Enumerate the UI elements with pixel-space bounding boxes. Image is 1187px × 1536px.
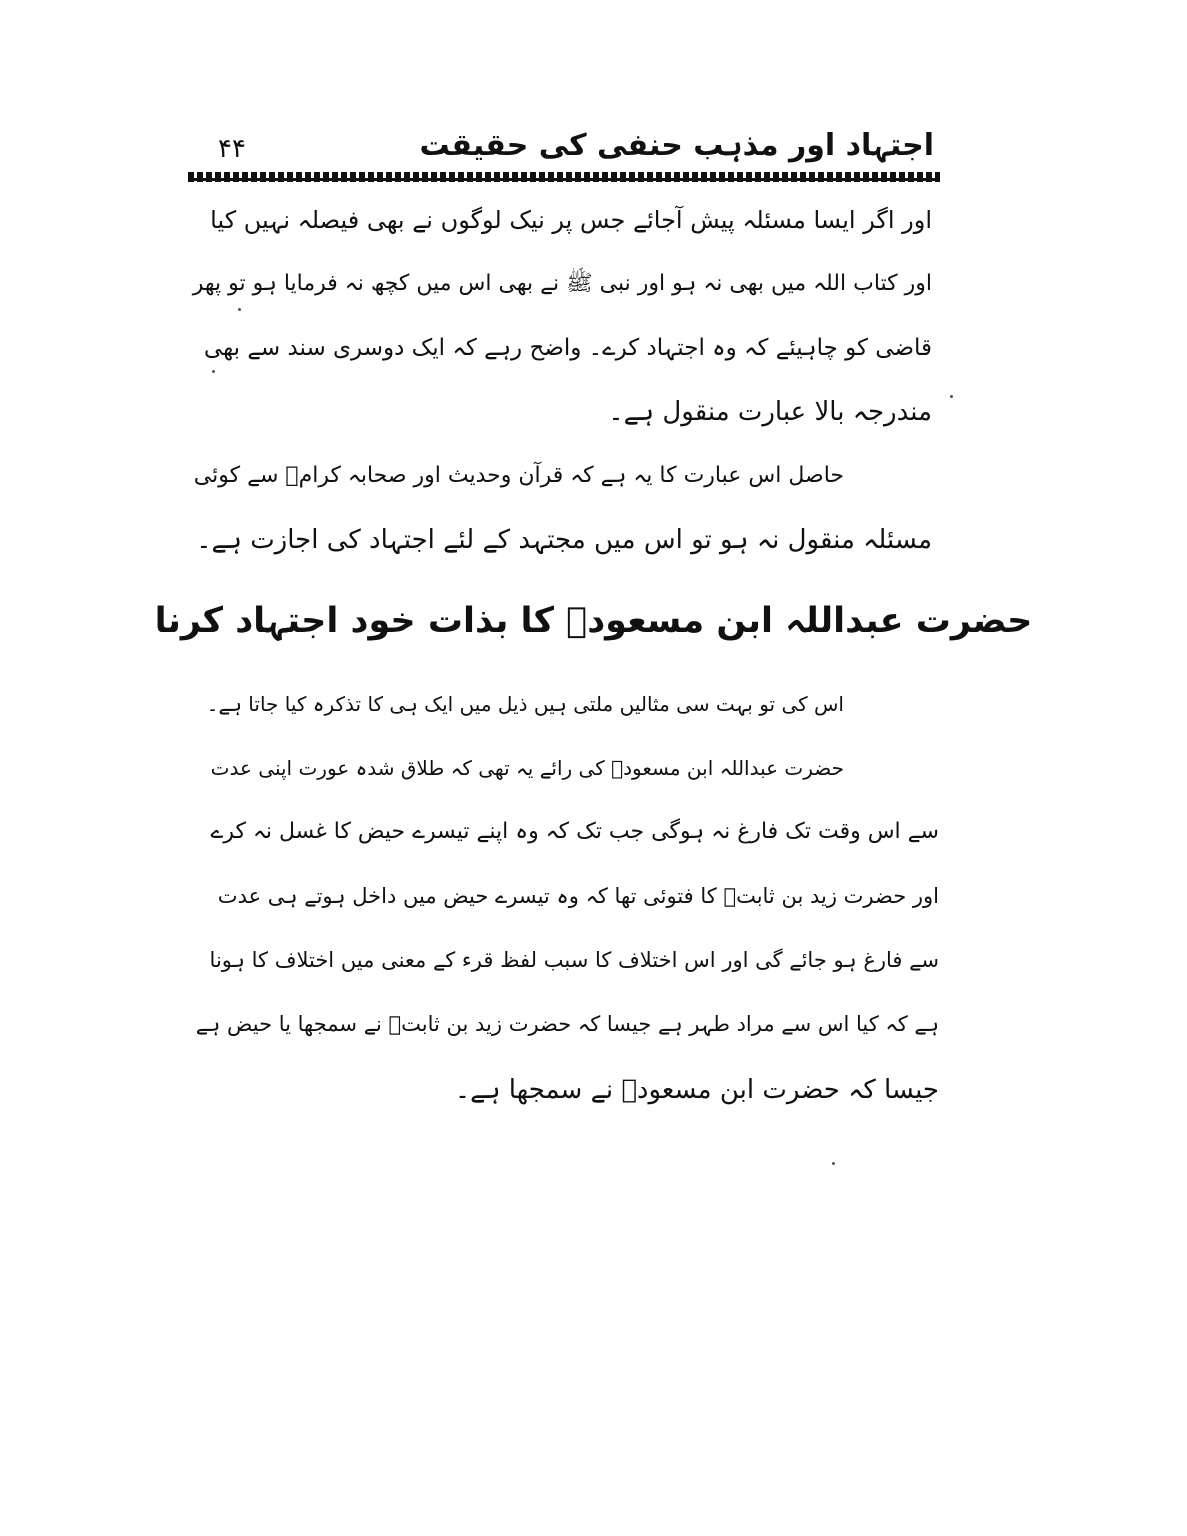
scan-speck bbox=[238, 308, 241, 311]
scan-speck bbox=[950, 395, 953, 398]
text-line: اور حضرت زید بن ثابتؓ کا فتوئی تھا کہ وہ تیسرے حیض میں داخل ہوتے ہی عدت bbox=[217, 884, 939, 908]
scan-speck bbox=[212, 370, 215, 373]
text-line: اس کی تو بہت سی مثالیں ملتی ہیں ذیل میں ایک ہی کا تذکرہ کیا جاتا ہے۔ bbox=[206, 692, 844, 716]
text-line: حضرت عبداللہ ابن مسعودؓ کی رائے یہ تھی کہ طلاق شدہ عورت اپنی عدت bbox=[210, 756, 844, 780]
text-line: حاصل اس عبارت کا یہ ہے کہ قرآن وحدیث اور صحابہ کرامؓ سے کوئی bbox=[193, 463, 844, 488]
text-line: ہے کہ کیا اس سے مراد طہر ہے جیسا کہ حضرت زید بن ثابتؓ نے سمجھا یا حیض ہے bbox=[195, 1012, 939, 1036]
text-line: سے اس وقت تک فارغ نہ ہوگی جب تک کہ وہ اپنے تیسرے حیض کا غسل نہ کرے bbox=[210, 819, 939, 844]
text-line: سے فارغ ہو جائے گی اور اس اختلاف کا سبب لفظ قرء کے معنی میں اختلاف کا ہونا bbox=[209, 948, 939, 972]
running-title: اجتہاد اور مذہب حنفی کی حقیقت bbox=[419, 128, 934, 163]
page-number: ۴۴ bbox=[218, 134, 246, 164]
text-line: مندرجہ بالا عبارت منقول ہے۔ bbox=[608, 397, 932, 427]
section-heading: حضرت عبداللہ ابن مسعودؓ کا بذات خود اجتہاد کرنا bbox=[154, 601, 1033, 641]
text-line: مسئلہ منقول نہ ہو تو اس میں مجتہد کے لئے اجتہاد کی اجازت ہے۔ bbox=[196, 525, 932, 555]
text-line: جیسا کہ حضرت ابن مسعودؓ نے سمجھا ہے۔ bbox=[454, 1075, 939, 1105]
text-line: قاضی کو چاہیئے کہ وہ اجتہاد کرے۔ واضح رہے کہ ایک دوسری سند سے بھی bbox=[203, 335, 932, 361]
text-line: اور کتاب اللہ میں بھی نہ ہو اور نبی ﷺ نے بھی اس میں کچھ نہ فرمایا ہو تو پھر bbox=[192, 271, 932, 296]
header-divider bbox=[188, 172, 940, 182]
page-header bbox=[188, 128, 940, 170]
scan-speck bbox=[832, 1162, 835, 1165]
text-line: اور اگر ایسا مسئلہ پیش آجائے جس پر نیک لوگوں نے بھی فیصلہ نہیں کیا bbox=[210, 206, 932, 234]
